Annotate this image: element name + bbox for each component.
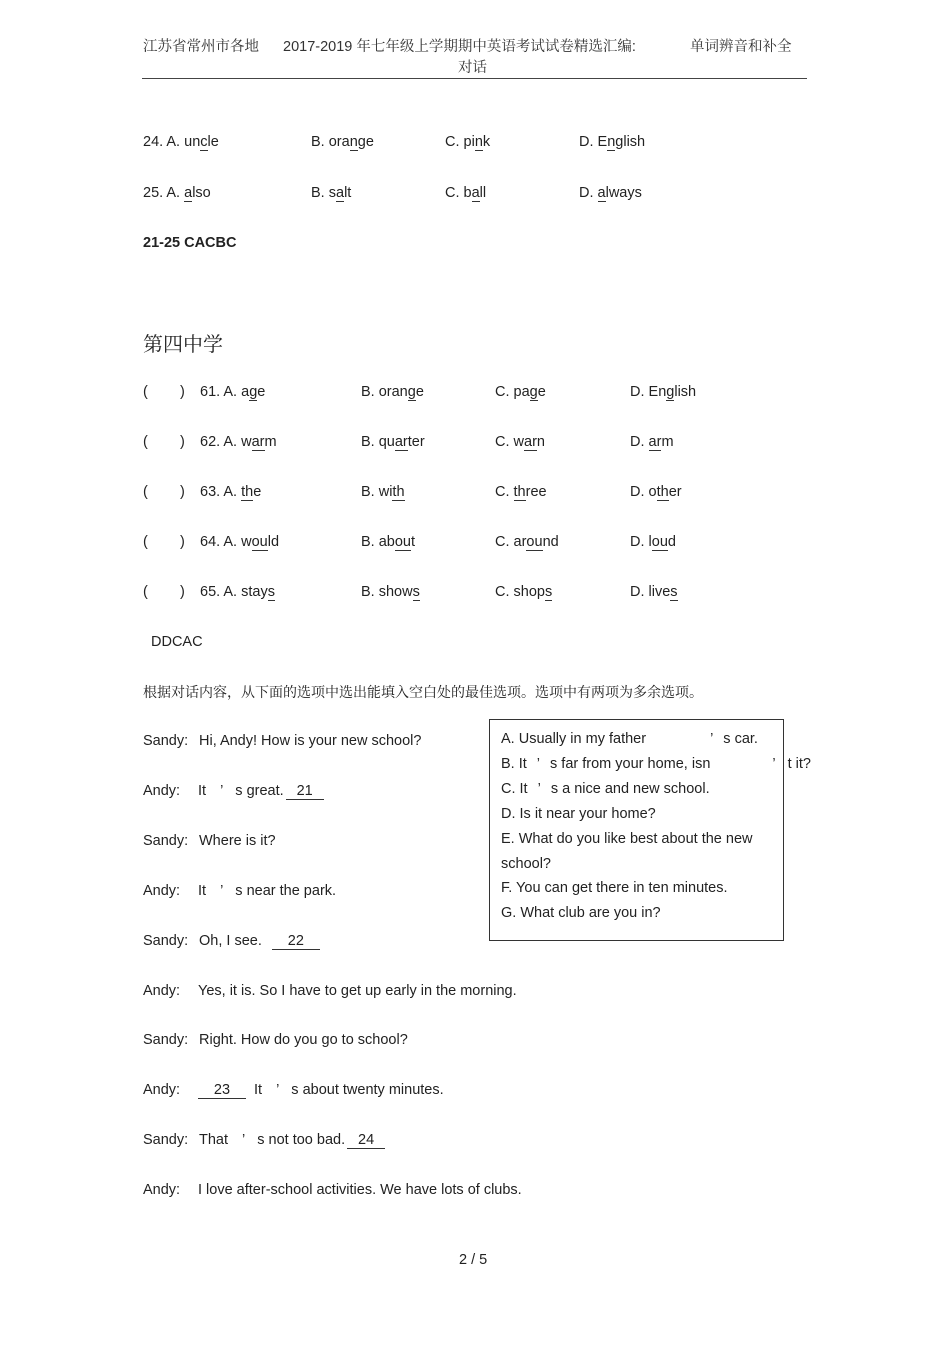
answer-key-21-25: 21-25 CACBC [143,235,237,251]
option-c: C. It ’ s a nice and new school. [501,781,710,797]
dialogue-line: Yes, it is. So I have to get up early in the morning. [198,983,517,999]
answer-paren-close: ) [180,434,185,450]
answer-paren-close: ) [180,584,185,600]
option-e-line1: E. What do you like best about the new [501,831,753,847]
option-a: A. Usually in my father ’ s car. [501,731,758,747]
dialogue-line: It ’ s near the park. [198,883,337,899]
row-option-a: 62. A. warm [200,434,277,450]
header-rule [142,78,807,79]
answer-paren-open: ( [143,534,148,550]
row-option-d: D. arm [630,434,674,450]
answer-paren-close: ) [180,534,185,550]
header-left: 江苏省常州市各地 [143,39,259,55]
q24-option-b: B. orange [311,134,374,150]
speaker-label: Sandy: [143,1132,189,1148]
row-option-b: B. with [361,484,405,500]
option-f: F. You can get there in ten minutes. [501,880,728,896]
speaker-label: Sandy: [143,1032,189,1048]
row-option-c: C. warn [495,434,545,450]
q24-option-d: D. English [579,134,646,150]
row-option-b: B. quarter [361,434,425,450]
speaker-label: Andy: [143,983,181,999]
row-option-a: 61. A. age [200,384,266,400]
row-option-d: D. loud [630,534,676,550]
dialogue-line: Oh, I see. 22 [199,933,320,950]
speaker-label: Sandy: [143,933,189,949]
dialogue-line: Hi, Andy! How is your new school? [199,733,422,749]
answer-paren-open: ( [143,584,148,600]
answer-paren-open: ( [143,484,148,500]
answer-paren-close: ) [180,384,185,400]
answer-paren-open: ( [143,434,148,450]
header-middle: 2017-2019 年七年级上学期期中英语考试试卷精选汇编: [283,39,636,55]
q25-option-d: D. always [579,185,642,201]
row-option-c: C. shops [495,584,553,600]
answer-paren-close: ) [180,484,185,500]
row-option-a: 64. A. would [200,534,280,550]
row-option-d: D. English [630,384,697,400]
row-option-b: B. about [361,534,416,550]
dialogue-line: Right. How do you go to school? [199,1032,408,1048]
dialogue-line: Where is it? [199,833,276,849]
q25-option-a: 25. A. also [143,185,211,201]
page-number: 2 / 5 [459,1252,488,1268]
dialogue-line: 23 It ’ s about twenty minutes. [198,1082,444,1099]
q25-option-b: B. salt [311,185,352,201]
option-g: G. What club are you in? [501,905,661,921]
speaker-label: Andy: [143,1182,181,1198]
option-d: D. Is it near your home? [501,806,656,822]
instruction: 根据对话内容，从下面的选项中选出能填入空白处的最佳选项。选项中有两项为多余选项。 [143,685,703,701]
row-option-a: 65. A. stays [200,584,275,600]
option-e-line2: school? [501,856,551,872]
row-option-a: 63. A. the [200,484,262,500]
speaker-label: Andy: [143,883,181,899]
q25-option-c: C. ball [445,185,487,201]
row-option-b: B. shows [361,584,420,600]
row-option-d: D. other [630,484,682,500]
dialogue-line: I love after-school activities. We have lots of clubs. [198,1182,522,1198]
row-option-c: C. page [495,384,546,400]
q24-option-a: 24. A. uncle [143,134,219,150]
q24-option-c: C. pink [445,134,491,150]
option-b: B. It ’ s far from your home, isn ’ t it? [501,756,811,772]
dialogue-line: It ’ s great. 21 [198,783,324,800]
row-option-d: D. lives [630,584,678,600]
row-option-c: C. around [495,534,559,550]
speaker-label: Andy: [143,783,181,799]
header-right: 单词辨音和补全 [690,39,792,55]
speaker-label: Sandy: [143,833,189,849]
header-line2: 对话 [458,60,487,76]
section-title: 第四中学 [143,332,223,356]
answer-paren-open: ( [143,384,148,400]
dialogue-line: That ’ s not too bad. 24 [199,1132,385,1149]
row-option-b: B. orange [361,384,424,400]
speaker-label: Andy: [143,1082,181,1098]
speaker-label: Sandy: [143,733,189,749]
row-option-c: C. three [495,484,547,500]
answer-key-61-65: DDCAC [151,634,203,650]
